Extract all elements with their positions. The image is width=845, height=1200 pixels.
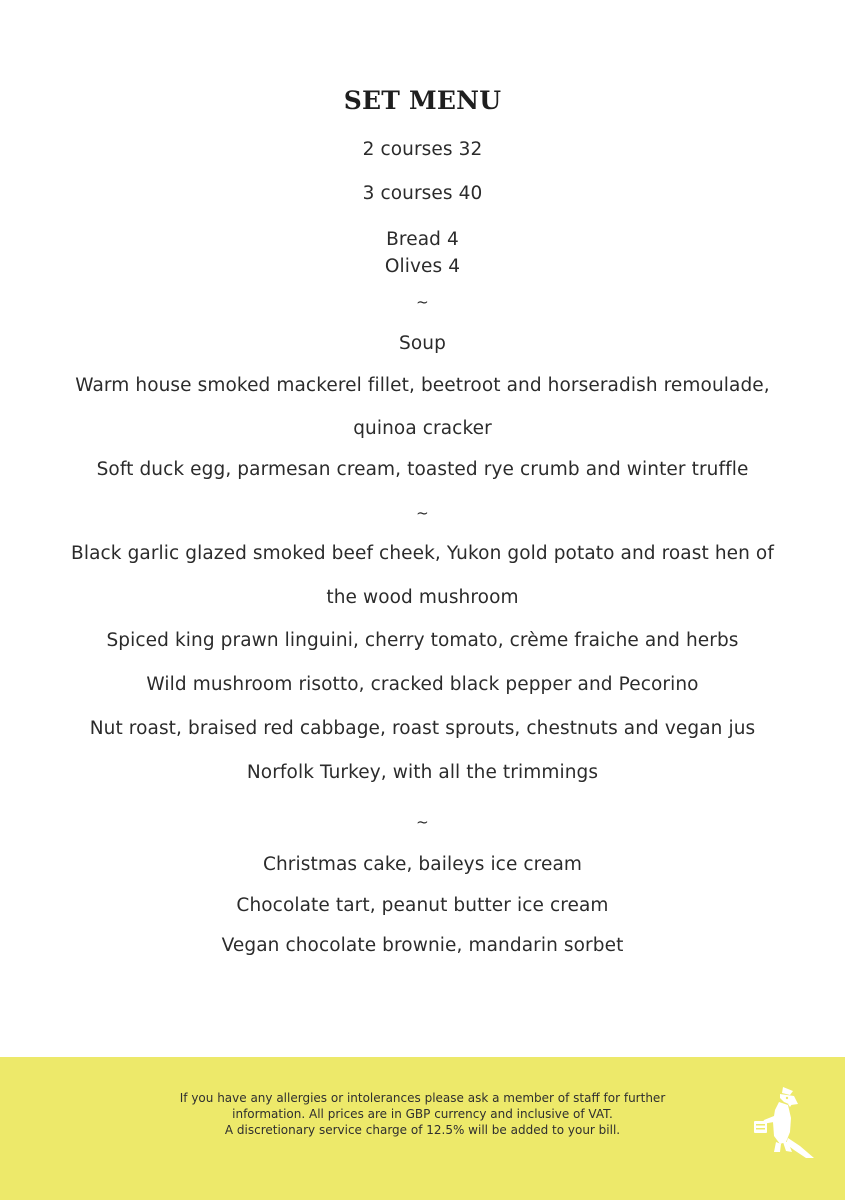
price-bread: Bread 4 xyxy=(386,229,459,250)
crocodile-waiter-logo-icon xyxy=(750,1084,816,1164)
starter-item: quinoa cracker xyxy=(353,418,492,439)
starter-item: Soup xyxy=(399,333,446,354)
main-item: the wood mushroom xyxy=(326,587,519,608)
section-separator: ~ xyxy=(416,813,429,831)
starter-item: Soft duck egg, parmesan cream, toasted rye crumb and winter truffle xyxy=(96,459,749,480)
section-separator: ~ xyxy=(416,293,429,311)
main-item: Spiced king prawn linguini, cherry tomato, crème fraiche and herbs xyxy=(106,630,739,651)
footer-notice-line: A discretionary service charge of 12.5% will be added to your bill. xyxy=(224,1123,621,1137)
price-three-courses: 3 courses 40 xyxy=(362,183,483,204)
section-separator: ~ xyxy=(416,504,429,522)
price-olives: Olives 4 xyxy=(384,256,461,277)
price-two-courses: 2 courses 32 xyxy=(362,139,483,160)
dessert-item: Chocolate tart, peanut butter ice cream xyxy=(236,895,609,916)
starter-item: Warm house smoked mackerel fillet, beetroot and horseradish remoulade, xyxy=(75,375,770,396)
main-item: Norfolk Turkey, with all the trimmings xyxy=(246,762,599,783)
menu-title: SET MENU xyxy=(343,86,502,115)
main-item: Black garlic glazed smoked beef cheek, Yukon gold potato and roast hen of xyxy=(71,543,774,564)
footer-notice-line: information. All prices are in GBP currency and inclusive of VAT. xyxy=(232,1107,613,1121)
dessert-item: Christmas cake, baileys ice cream xyxy=(262,854,583,875)
main-item: Nut roast, braised red cabbage, roast sprouts, chestnuts and vegan jus xyxy=(89,718,756,739)
dessert-item: Vegan chocolate brownie, mandarin sorbet xyxy=(221,935,624,956)
main-item: Wild mushroom risotto, cracked black pepper and Pecorino xyxy=(146,674,699,695)
footer-notice-line: If you have any allergies or intolerances please ask a member of staff for further xyxy=(179,1091,666,1105)
